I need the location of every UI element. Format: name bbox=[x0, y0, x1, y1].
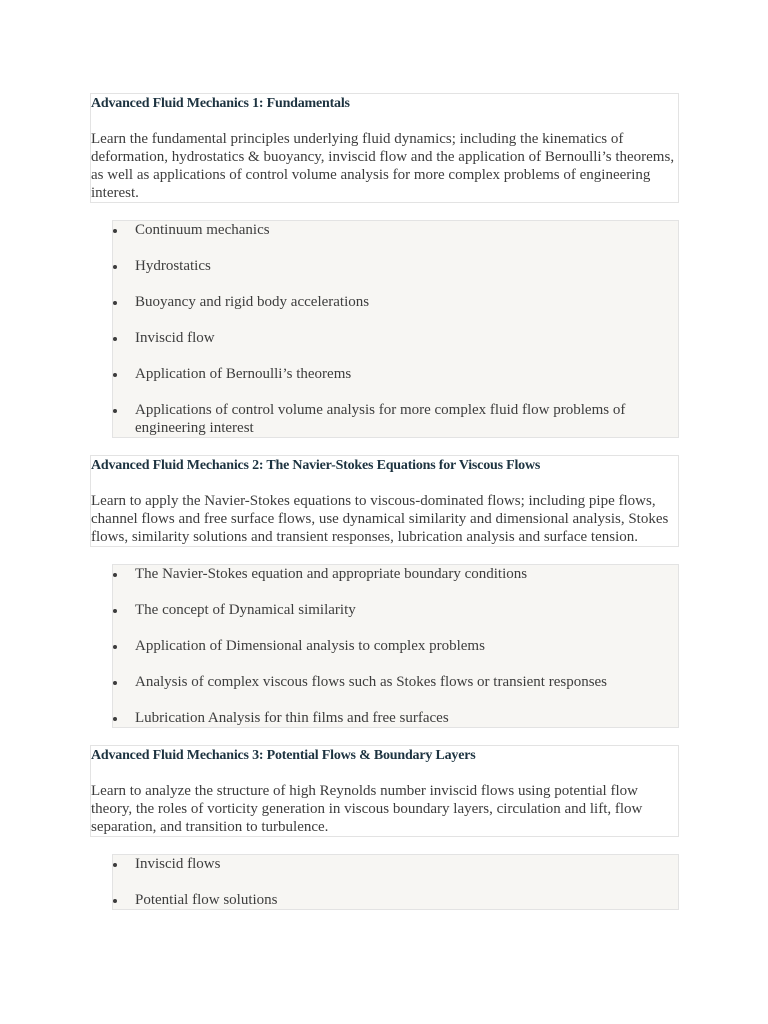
list-item bbox=[113, 673, 678, 691]
topic-label: Application of Bernoulli’s theorems bbox=[135, 366, 352, 382]
list-item bbox=[113, 329, 678, 347]
list-item bbox=[113, 365, 678, 383]
topic-list-1 bbox=[112, 220, 679, 438]
course-title-2: Advanced Fluid Mechanics 2: The Navier-Stokes Equations for Viscous Flows bbox=[91, 458, 541, 473]
bullet-icon bbox=[113, 681, 117, 685]
bullet-icon bbox=[113, 645, 117, 649]
course-card-2 bbox=[90, 455, 679, 547]
course-description-1: Learn the fundamental principles underlying fluid dynamics; including the kinematics of deformation, hydrostatics & buoyancy, inviscid flow and the application of Bernoulli’s theorems, as well as applications of control volume analysis for more complex problems of engineering interest. bbox=[91, 131, 675, 201]
bullet-icon bbox=[113, 373, 117, 377]
bullet-icon bbox=[113, 409, 117, 413]
bullet-icon bbox=[113, 899, 117, 903]
bullet-icon bbox=[113, 229, 117, 233]
course-list bbox=[90, 93, 679, 927]
topic-label: Hydrostatics bbox=[135, 258, 211, 274]
list-item bbox=[113, 709, 678, 727]
list-item bbox=[113, 637, 678, 655]
bullet-icon bbox=[113, 573, 117, 577]
course-card-3 bbox=[90, 745, 679, 837]
course-description-2: Learn to apply the Navier-Stokes equations to viscous-dominated flows; including pipe flows, channel flows and free surface flows, use dynamical similarity and dimensional analysis, Stokes flows, similarity solutions and transient responses, lubrication analysis and surface tension. bbox=[91, 493, 669, 545]
topic-label: Applications of control volume analysis for more complex fluid flow problems of engineering interest bbox=[135, 402, 626, 436]
course-card-1 bbox=[90, 93, 679, 203]
topic-label: Application of Dimensional analysis to complex problems bbox=[135, 638, 485, 654]
list-item bbox=[113, 565, 678, 583]
list-item bbox=[113, 293, 678, 311]
bullet-icon bbox=[113, 609, 117, 613]
list-item bbox=[113, 855, 678, 873]
list-item bbox=[113, 891, 678, 909]
list-item bbox=[113, 221, 678, 239]
topic-label: Lubrication Analysis for thin films and free surfaces bbox=[135, 710, 449, 726]
course-title-1: Advanced Fluid Mechanics 1: Fundamentals bbox=[91, 96, 350, 111]
topic-label: Analysis of complex viscous flows such as Stokes flows or transient responses bbox=[135, 674, 608, 690]
topic-label: Inviscid flows bbox=[135, 856, 221, 872]
topic-label: Potential flow solutions bbox=[135, 892, 278, 908]
topic-list-3 bbox=[112, 854, 679, 910]
topic-label: The Navier-Stokes equation and appropriate boundary conditions bbox=[135, 566, 528, 582]
list-item bbox=[113, 257, 678, 275]
topic-list-2 bbox=[112, 564, 679, 728]
topic-label: Continuum mechanics bbox=[135, 222, 270, 238]
bullet-icon bbox=[113, 717, 117, 721]
bullet-icon bbox=[113, 265, 117, 269]
topic-label: Buoyancy and rigid body accelerations bbox=[135, 294, 370, 310]
course-description-3: Learn to analyze the structure of high Reynolds number inviscid flows using potential flow theory, the roles of vorticity generation in viscous boundary layers, circulation and lift, flow separation, and transition to turbulence. bbox=[91, 783, 643, 835]
list-item bbox=[113, 601, 678, 619]
bullet-icon bbox=[113, 301, 117, 305]
bullet-icon bbox=[113, 337, 117, 341]
topic-label: Inviscid flow bbox=[135, 330, 215, 346]
bullet-icon bbox=[113, 863, 117, 867]
list-item bbox=[113, 401, 678, 437]
course-title-3: Advanced Fluid Mechanics 3: Potential Flows & Boundary Layers bbox=[91, 748, 476, 763]
topic-label: The concept of Dynamical similarity bbox=[135, 602, 356, 618]
